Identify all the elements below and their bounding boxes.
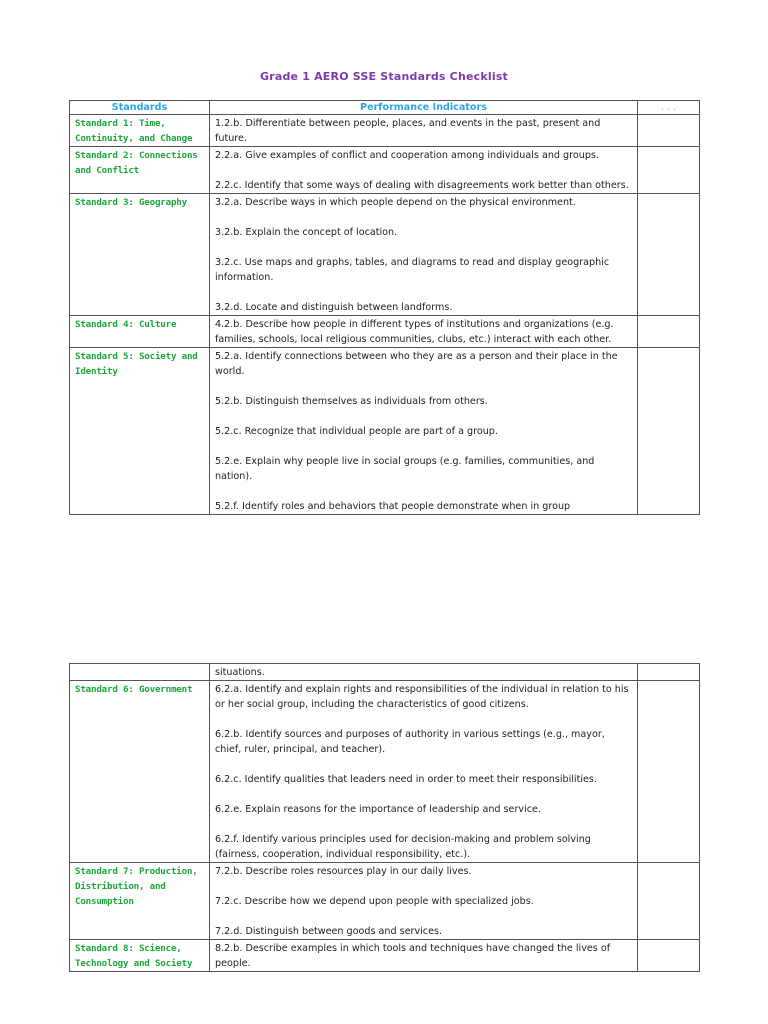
indicators-cell [210,664,638,681]
performance-indicator: 7.2.c. Describe how we depend upon people with specialized jobs. [215,896,534,907]
performance-indicator: situations. [215,667,265,678]
table-row [70,940,700,972]
performance-indicator: 5.2.b. Distinguish themselves as individuals from others. [215,396,488,407]
performance-indicator: 7.2.d. Distinguish between goods and services. [215,926,443,937]
performance-indicator: 1.2.b. Differentiate between people, places, and events in the past, present and future. [215,118,601,144]
standard-cell: Standard 7: Production, Distribution, and Consumption [70,863,210,940]
checklist-cell[interactable] [638,194,700,316]
indicators-cell [210,115,638,147]
table-row [70,348,700,515]
performance-indicator: 6.2.e. Explain reasons for the importance of leadership and service. [215,804,541,815]
standard-cell [70,664,210,681]
table-row [70,316,700,348]
page-title: Grade 1 AERO SSE Standards Checklist [259,70,509,83]
performance-indicator: 8.2.b. Describe examples in which tools and techniques have changed the lives of people. [215,943,611,969]
checklist-cell[interactable] [638,863,700,940]
checklist-cell[interactable] [638,940,700,972]
performance-indicator: 6.2.b. Identify sources and purposes of authority in various settings (e.g., mayor, chief, ruler, principal, and teacher). [215,729,605,755]
table-row [70,194,700,316]
standards-table-page2 [69,663,700,972]
standard-cell: Standard 3: Geography [70,194,210,316]
performance-indicator: 5.2.a. Identify connections between who they are as a person and their place in the world. [215,351,618,377]
indicators-cell [210,316,638,348]
standard-cell: Standard 4: Culture [70,316,210,348]
standard-cell: Standard 1: Time, Continuity, and Change [70,115,210,147]
checklist-cell[interactable] [638,664,700,681]
performance-indicator: 2.2.a. Give examples of conflict and cooperation among individuals and groups. [215,150,599,161]
indicators-cell [210,940,638,972]
table-row [70,147,700,194]
performance-indicator: 2.2.c. Identify that some ways of dealing with disagreements work better than others. [215,180,629,191]
standards-table-page1 [69,100,700,515]
performance-indicator: 4.2.b. Describe how people in different types of institutions and organizations (e.g. families, schools, local religious communities, clubs, etc.) interact with each other. [215,319,614,345]
performance-indicator: 6.2.c. Identify qualities that leaders need in order to meet their responsibilities. [215,774,597,785]
indicators-cell [210,147,638,194]
header-row [70,101,700,115]
performance-indicator: 3.2.a. Describe ways in which people depend on the physical environment. [215,197,576,208]
indicators-cell [210,863,638,940]
performance-indicator: 5.2.c. Recognize that individual people are part of a group. [215,426,498,437]
indicators-cell [210,348,638,515]
checklist-cell[interactable] [638,348,700,515]
checklist-cell[interactable] [638,681,700,863]
performance-indicator: 7.2.b. Describe roles resources play in our daily lives. [215,866,472,877]
standard-cell: Standard 2: Connections and Conflict [70,147,210,194]
performance-indicator: 5.2.f. Identify roles and behaviors that people demonstrate when in group [215,501,571,512]
checklist-header: . . . [638,101,700,115]
indicators-cell [210,194,638,316]
checklist-cell[interactable] [638,316,700,348]
table-row [70,115,700,147]
table-row [70,664,700,681]
standard-cell: Standard 5: Society and Identity [70,348,210,515]
performance-indicator: 6.2.f. Identify various principles used for decision-making and problem solving (fairness, cooperation, individual responsibility, etc.). [215,834,591,860]
table-row [70,863,700,940]
checklist-cell[interactable] [638,147,700,194]
performance-indicator: 3.2.b. Explain the concept of location. [215,227,398,238]
checklist-cell[interactable] [638,115,700,147]
performance-indicator: 3.2.d. Locate and distinguish between landforms. [215,302,453,313]
standard-cell: Standard 8: Science, Technology and Society [70,940,210,972]
standard-cell: Standard 6: Government [70,681,210,863]
indicators-cell [210,681,638,863]
standards-header: Standards [70,101,210,115]
performance-indicator: 6.2.a. Identify and explain rights and responsibilities of the individual in relation to his or her social group, including the characteristics of good citizens. [215,684,629,710]
indicators-header: Performance Indicators [210,101,638,115]
performance-indicator: 5.2.e. Explain why people live in social groups (e.g. families, communities, and nation). [215,456,595,482]
performance-indicator: 3.2.c. Use maps and graphs, tables, and diagrams to read and display geographic information. [215,257,610,283]
table-row [70,681,700,863]
